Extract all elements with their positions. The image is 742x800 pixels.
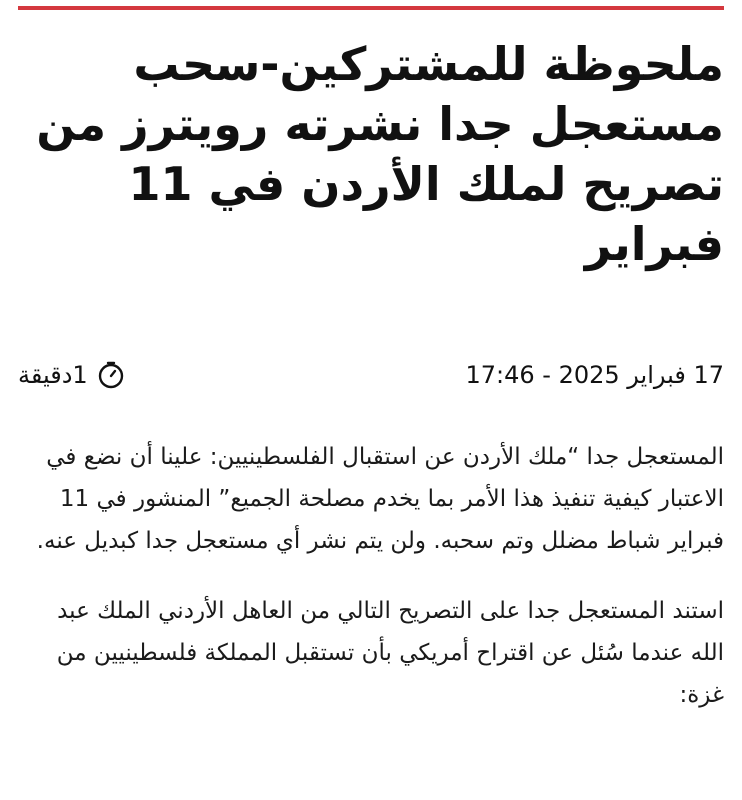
top-accent-rule xyxy=(18,6,724,10)
article-paragraph: المستعجل جدا “ملك الأردن عن استقبال الفلسطينيين: علينا أن نضع في الاعتبار كيفية تنفيذ هذا الأمر بما يخدم مصلحة الجميع” المنشور في 11 فبراير شباط مضلل وتم سحبه. ولن يتم نشر أي مستعجل جدا كبديل عنه. xyxy=(36,444,724,554)
article-body xyxy=(18,436,724,744)
article-header xyxy=(18,34,724,274)
read-time-label: 1دقيقة xyxy=(18,361,88,389)
publish-date: 17 فبراير 2025 - 17:46 xyxy=(465,361,724,389)
article-meta xyxy=(18,355,724,395)
read-time xyxy=(18,360,126,390)
timer-icon xyxy=(96,360,126,390)
article-paragraph: استند المستعجل جدا على التصريح التالي من العاهل الأردني الملك عبد الله عندما سُئل عن اقتراح أمريكي بأن تستقبل المملكة فلسطينيين من غزة: xyxy=(56,598,724,708)
article-headline: ملحوظة للمشتركين-سحب مستعجل جدا نشرته رويترز من تصريح لملك الأردن في 11 فبراير xyxy=(36,37,724,271)
